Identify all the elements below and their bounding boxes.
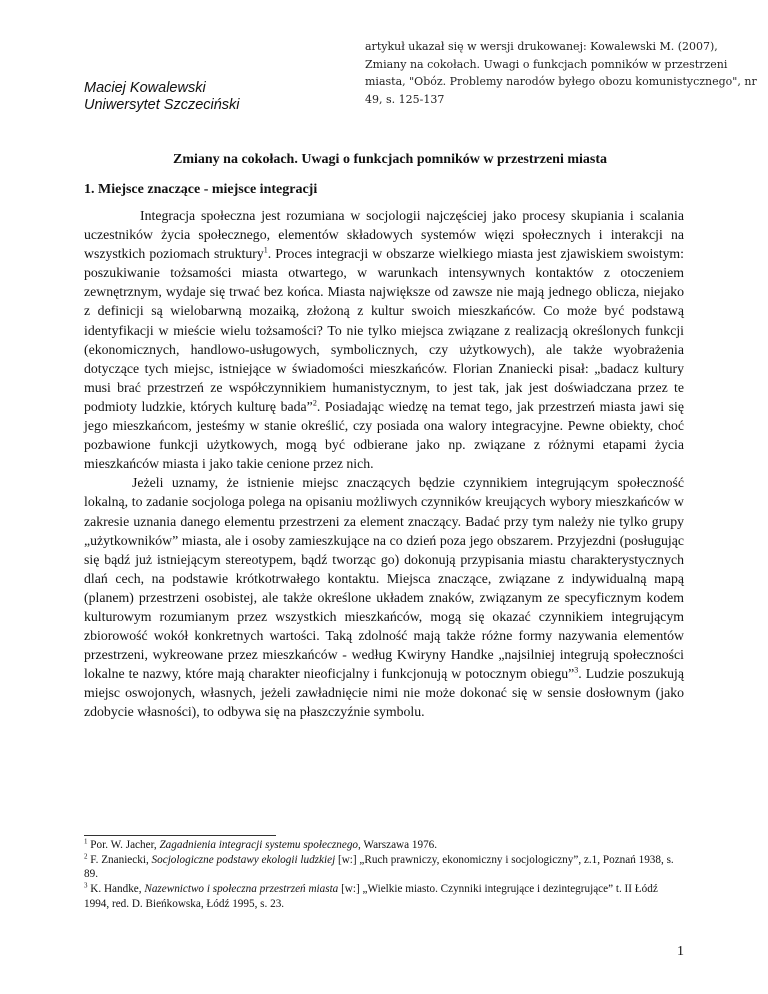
text-run: . Posiadając wiedzę na temat tego, jak przestrzeń miasta jawi się jego mieszkańcom, jesteśmy w stanie określić, czy posiada ona walory integracyjne. Pewne obiekty, choć pozbawione funkcji użytkowych, mogą być odbierane jako np. związane z różnymi etapami życia mieszkańców miasta i jako takie cenione przez nich. [84, 398, 684, 472]
author-name: Maciej Kowalewski [84, 80, 206, 96]
text-run: Jeżeli uznamy, że istnienie miejsc znaczących będzie czynnikiem integrującym społeczność lokalną, to zadanie socjologa polega na opisaniu możliwych czynników kreujących wybory mieszkańców w zakresie uznania danego elementu przestrzeni za element znaczący. Badać przy tym należy nie tylko grupy „użytkowników” miasta, ale i osoby zamieszkujące na co dzień poza jego obszarem. Przyjezdni (posługując się bądź już istniejącym stereotypem, bądź tworząc go) dokonują przypisania miastu charakterystycznych dlań cech, na podstawie krótkotrwałego kontaktu. Miejsca znaczące, związane z indywidualną mapą (planem) przestrzeni osobistej, ale także określone układem znaków, związanym ze specyficznym kodem kulturowym rozumianym przez wszystkich mieszkańców, mogą się okazać czynnikiem integrującym zbiorowość wokół konkretnych wartości. Taką zdolność mają także różne formy nazywania elementów przestrzeni, wykreowane przez mieszkańców - według Kwiryny Handke „najsilniej integrują społeczności lokalne te nazwy, które mają charakter nieoficjalny i funkcjonują w potocznym obiegu” [84, 475, 684, 682]
footnote-number: 1 [84, 837, 88, 846]
footnote-text: Por. W. Jacher, [90, 839, 160, 851]
footnote [84, 838, 684, 853]
footnote-text: , Warszawa 1976. [358, 839, 438, 851]
page-number: 1 [677, 944, 684, 959]
text-run: . Ludzie poszukują miejsc oswojonych, własnych, jeżeli zawładnięcie nimi nie może dokonać się w sensie dosłownym (jako zdobycie własności), to odbywa się na płaszczyźnie symbolu. [84, 666, 684, 720]
footnote [84, 882, 684, 911]
footnote-text: F. Znaniecki, [90, 853, 152, 866]
footnote-ref[interactable]: 1 [263, 245, 268, 255]
footnote-divider [84, 835, 276, 836]
article-body [84, 206, 684, 722]
text-run: . Proces integracji w obszarze wielkiego miasta jest zjawiskiem swoistym: poszukiwanie tożsamości miasta otwartego, w warunkach intensywnych kontaktów z otoczeniem zewnętrznym, wydaje się trwać bez końca. Miasta największe od zawsze nie mają jednego oblicza, niejako z definicji są wielobarwną mozaiką, złożoną z kultur swoich mieszkańców. Co może być podstawą identyfikacji w mieście wielu tożsamości? To nie tylko miejsca związane z realizacją określonych funkcji (ekonomicznych, handlowo-usługowych, symbolicznych, czy użytkowych), ale także wyobrażenia dotyczące tych miejsc, istniejące w świadomości mieszkańców. Florian Znaniecki pisał: „badacz kultury musi brać przestrzeń ze współczynnikiem humanistycznym, to jest tak, jak jest doświadczana przez te podmioty ludzkie, których kulturę bada” [84, 246, 684, 414]
author-affiliation: Uniwersytet Szczeciński [84, 97, 240, 113]
article-title: Zmiany na cokołach. Uwagi o funkcjach pomników w przestrzeni miasta [172, 152, 607, 167]
section-heading: 1. Miejsce znaczące - miejsce integracji [84, 182, 318, 197]
footnote-number: 2 [84, 851, 88, 860]
footnote-text: [w:] „Ruch prawniczy, ekonomiczny i socjologiczny”, z.1, Poznań 1938, s. 89. [84, 853, 674, 881]
footnote-text: K. Handke, [90, 883, 145, 896]
footnotes [84, 838, 684, 912]
footnote-ref[interactable]: 2 [312, 398, 317, 408]
footnote-number: 3 [84, 881, 88, 890]
paragraph [84, 473, 684, 721]
author-block [84, 80, 240, 114]
footnote-work-title: Zagadnienia integracji systemu społecznego [159, 839, 359, 851]
footnote-work-title: Nazewnictwo i społeczna przestrzeń miasta [144, 883, 339, 896]
text-run: Integracja społeczna jest rozumiana w socjologii najczęściej jako procesy skupiania i scalania uczestników życia społecznego, elementów składowych systemów więzi społecznych i interakcji na wszystkich poziomach struktury [84, 208, 684, 262]
footnote [84, 853, 684, 882]
footnote-text: [w:] „Wielkie miasto. Czynniki integrujące i dezintegrujące” t. II Łódź 1994, red. D. Bieńkowska, Łódź 1995, s. 23. [84, 883, 658, 910]
footnote-work-title: Socjologiczne podstawy ekologii ludzkiej [151, 853, 336, 866]
paragraph [84, 206, 684, 473]
publication-note: artykuł ukazał się w wersji drukowanej: Kowalewski M. (2007), Zmiany na cokołach. Uwagi o funkcjach pomników w przestrzeni miasta, "Obóz. Problemy narodów byłego obozu komunistycznego", nr 49, s. 125-137 [365, 40, 757, 106]
footnote-ref[interactable]: 3 [574, 665, 579, 675]
